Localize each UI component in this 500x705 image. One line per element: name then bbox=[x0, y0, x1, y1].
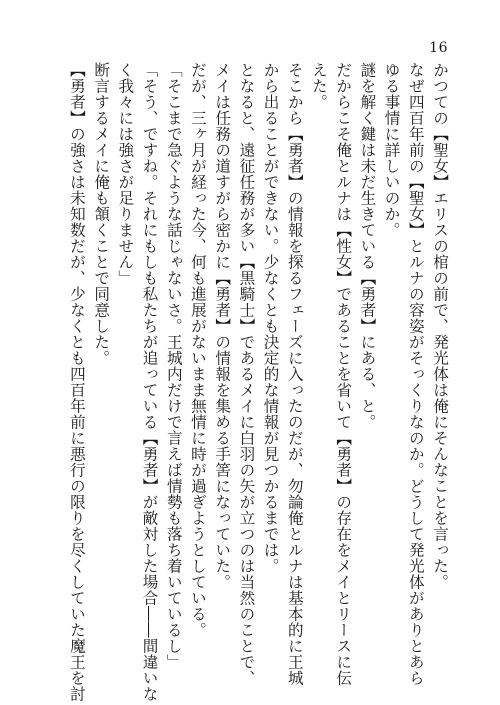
text-line: く我々には強さが足りません」 bbox=[116, 62, 135, 286]
text-line: 「そこまで急ぐような話じゃないさ。王城内だけで言えば情勢も落ち着いているし」 bbox=[164, 62, 183, 670]
text-line: かつての【聖女】エリスの棺の前で、発光体は俺にそんなことを言った。 bbox=[431, 62, 449, 590]
text-line: だからこそ俺とルナは【性女】であることを省いて【勇者】の存在をメイとリースに伝 bbox=[334, 62, 353, 686]
text-line: 【勇者】の強さは未知数だが、少なくとも四百年前に悪行の限りを尽くしていた魔王を討 bbox=[67, 62, 86, 702]
text-line: 断言するメイに俺も頷くことで同意した。 bbox=[92, 62, 111, 366]
text-line: となると、遠征任務が多い【黒騎士】であるメイに白羽の矢が立つのは当然のことで、 bbox=[237, 62, 256, 686]
text-line: メイは任務の道すがら密かに【勇者】の情報を集める手筈になっていた。 bbox=[213, 62, 232, 590]
body-text bbox=[65, 62, 452, 702]
text-line: ゆる事情に詳しいのか。 bbox=[382, 62, 401, 238]
text-line: そこから【勇者】の情報を探るフェーズに入ったのだが、勿論俺とルナは基本的に王城 bbox=[285, 62, 304, 686]
text-line: から出ることができない。少なくとも決定的な情報が見つかるまでは。 bbox=[261, 62, 280, 574]
text-line: えた。 bbox=[309, 62, 328, 110]
text-line: なぜ四百年前の【聖女】とルナの容姿がそっくりなのか。どうして発光体がありとあら bbox=[406, 62, 425, 686]
text-line: 「そう、ですね。それにもしも私たちが追っている【勇者】が敵対した場合――間違いな bbox=[140, 62, 159, 702]
text-line: 謎を解く鍵は未だ生きている【勇者】にある、と。 bbox=[358, 62, 377, 430]
page-number: 16 bbox=[429, 40, 448, 56]
text-line: だが、三ヶ月が経った今、何も進展がないまま無情に時が過ぎようとしている。 bbox=[188, 62, 207, 638]
